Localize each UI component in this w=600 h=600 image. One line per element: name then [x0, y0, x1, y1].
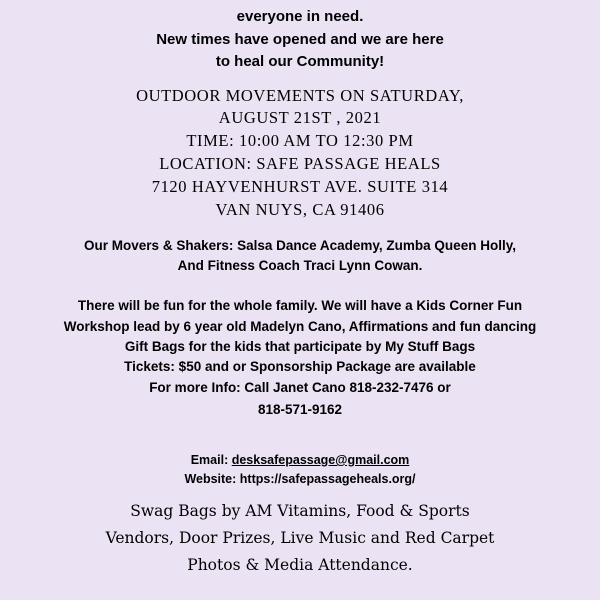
details-line-3: Gift Bags for the kids that participate by My Stuff Bags — [124, 339, 476, 354]
event-time: TIME: 10:00 AM TO 12:30 PM — [186, 131, 414, 150]
intro-line-1: everyone in need. — [236, 8, 364, 25]
movers-line-1: Our Movers & Shakers: Salsa Dance Academy, Zumba Queen Holly, — [84, 238, 516, 253]
website-link[interactable]: https://safepassageheals.org/ — [239, 472, 416, 486]
intro-line-2: New times have opened and we are here — [156, 31, 444, 48]
email-line — [0, 453, 600, 467]
website-line — [0, 472, 600, 486]
event-address-line-1: 7120 HAYVENHURST AVE. SUITE 314 — [151, 177, 449, 196]
email-link[interactable]: desksafepassage@gmail.com — [231, 453, 410, 467]
details-line-1: There will be fun for the whole family. We will have a Kids Corner Fun — [77, 298, 523, 313]
website-label: Website: — [184, 472, 240, 486]
event-title-line-1: OUTDOOR MOVEMENTS ON SATURDAY, — [136, 86, 464, 105]
swag-line-1: Swag Bags by AM Vitamins, Food & Sports — [130, 502, 470, 520]
swag-line-3: Photos & Media Attendance. — [187, 556, 413, 574]
intro-line-3: to heal our Community! — [215, 53, 385, 70]
event-title-line-2: AUGUST 21ST , 2021 — [218, 108, 382, 127]
details-line-2: Workshop lead by 6 year old Madelyn Cano, Affirmations and fun dancing — [63, 319, 537, 334]
details-line-6: 818-571-9162 — [257, 402, 343, 417]
details-line-5: For more Info: Call Janet Cano 818-232-7476 or — [149, 380, 451, 395]
movers-line-2: And Fitness Coach Traci Lynn Cowan. — [177, 258, 423, 273]
swag-line-2: Vendors, Door Prizes, Live Music and Red Carpet — [105, 529, 495, 547]
details-line-4: Tickets: $50 and or Sponsorship Package are available — [124, 359, 476, 374]
event-location: LOCATION: SAFE PASSAGE HEALS — [159, 154, 441, 173]
event-address-line-2: VAN NUYS, CA 91406 — [215, 200, 385, 219]
email-label: Email: — [190, 453, 232, 467]
